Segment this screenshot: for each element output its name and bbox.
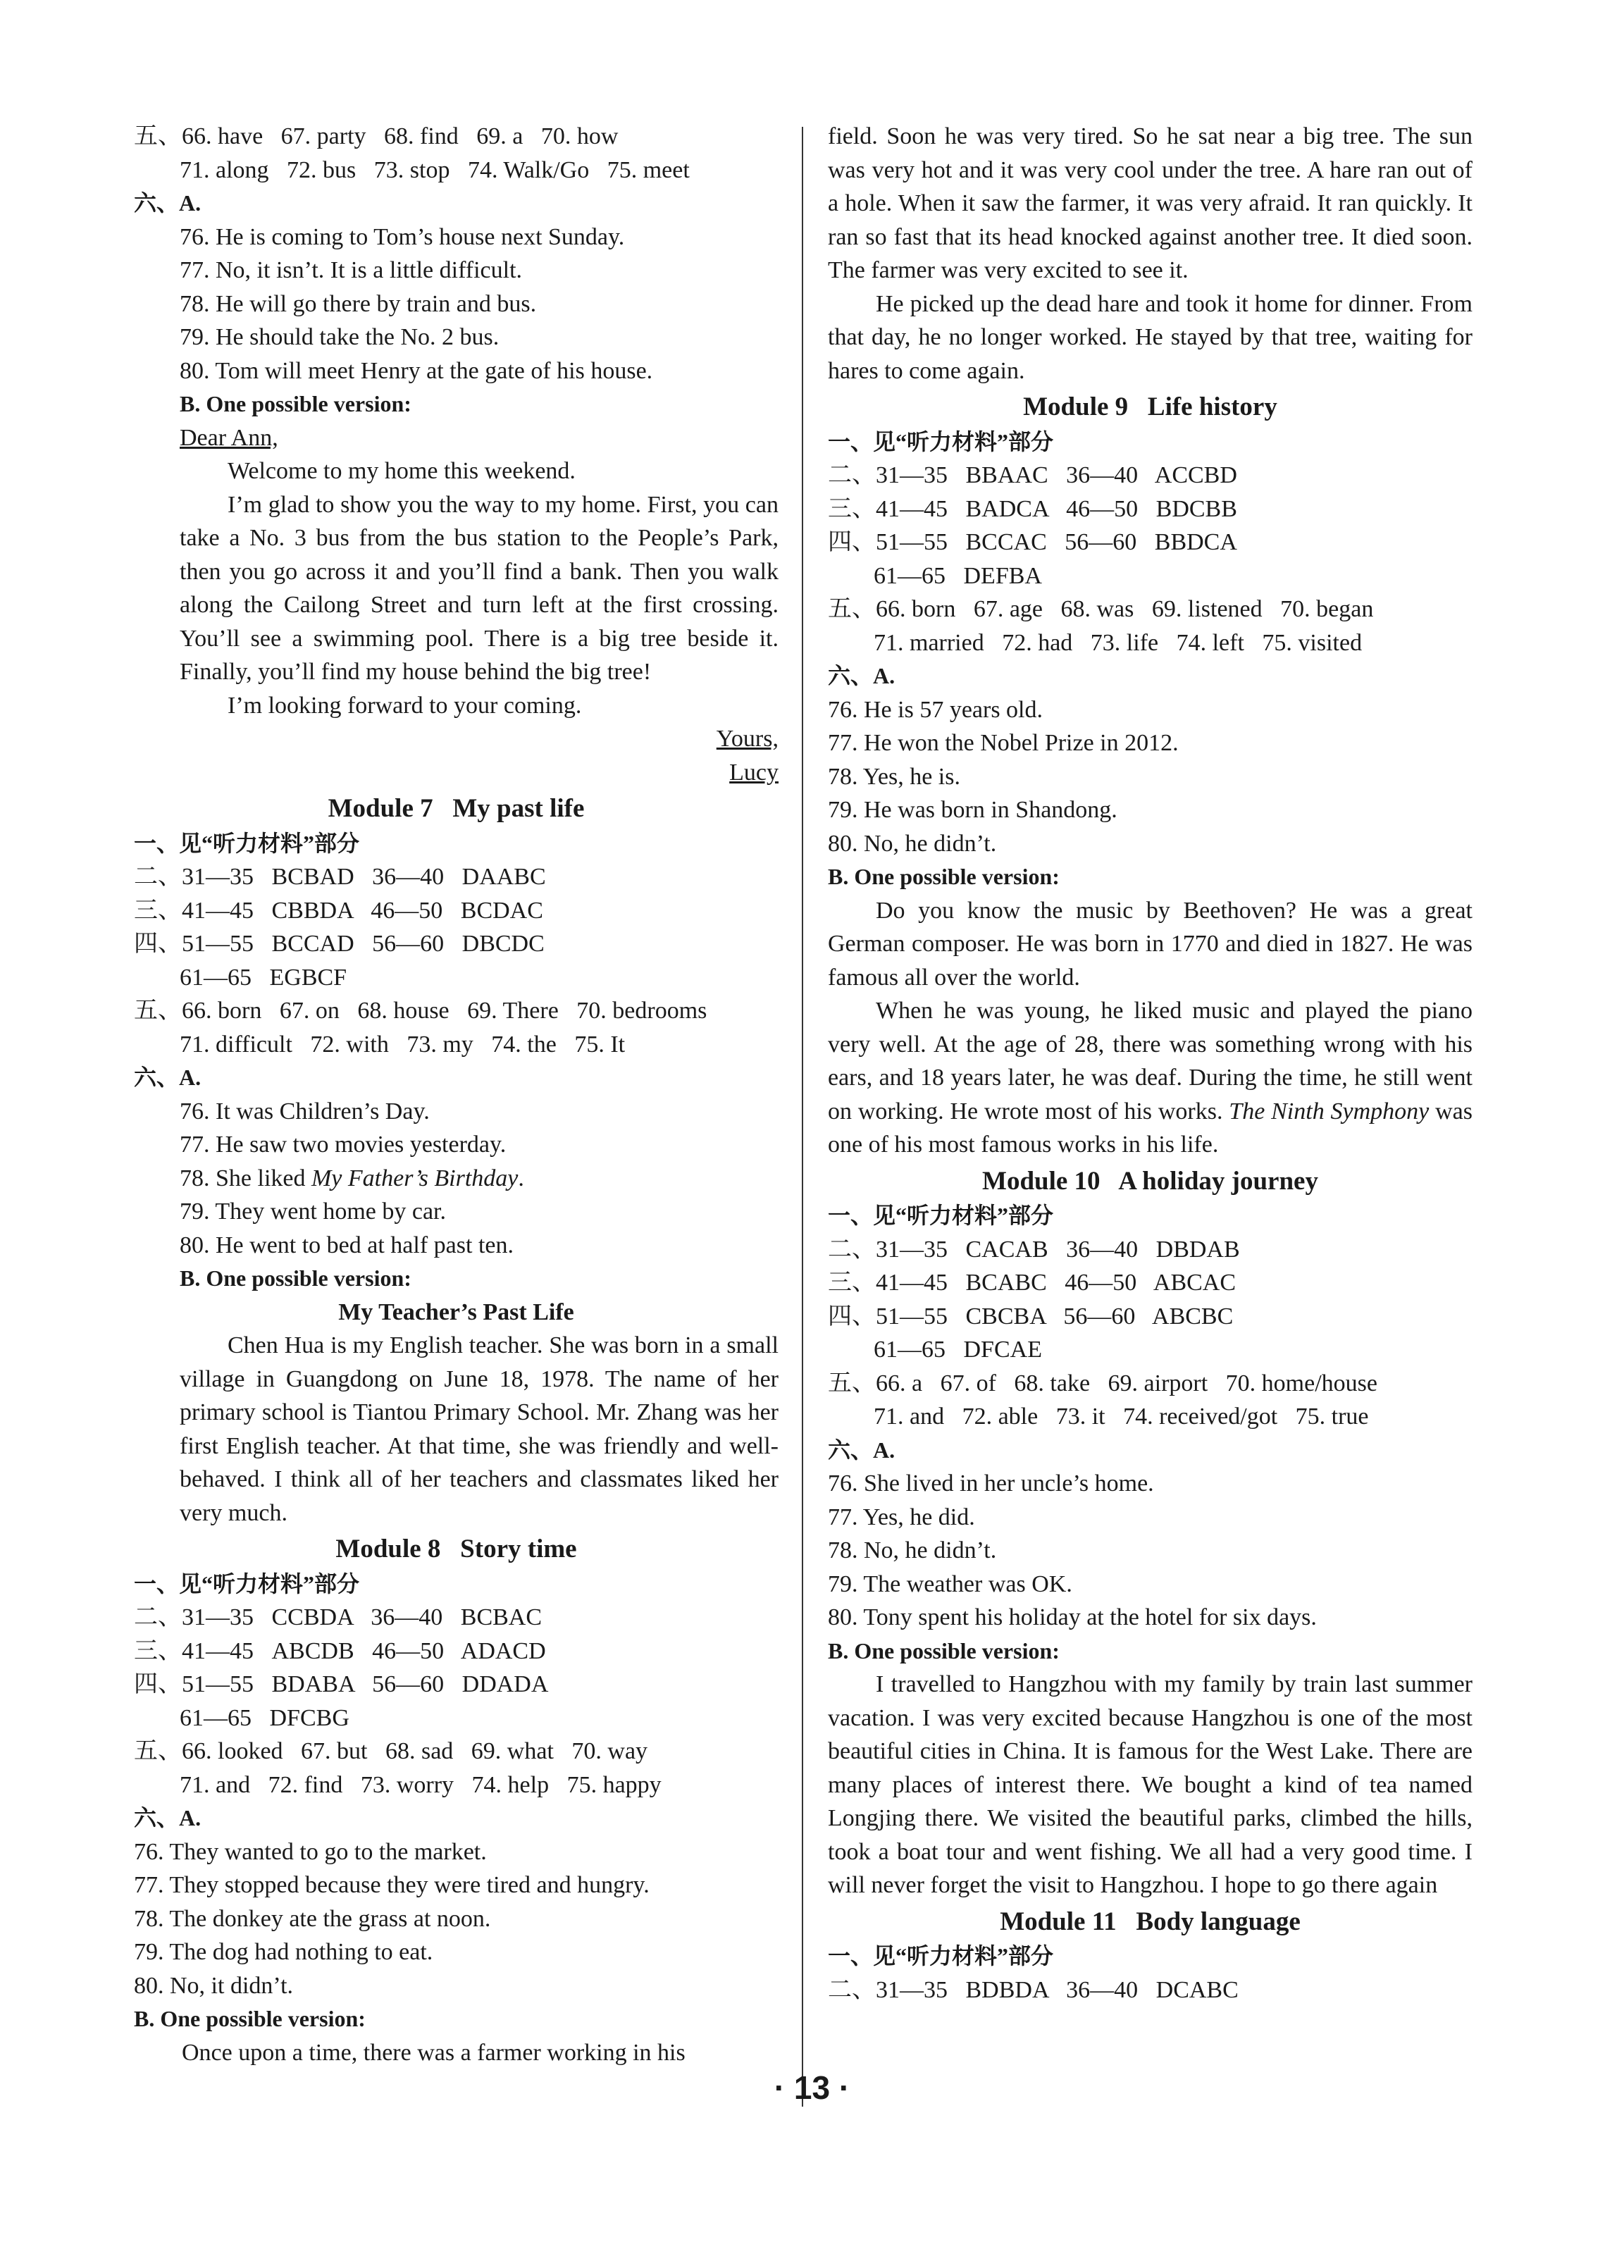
essay-paragraph: He picked up the dead hare and took it home for dinner. From that day, he no longer worked. He stayed by that tree, waiting for hares to come again.: [828, 290, 1473, 384]
answer-line: 80. He went to bed at half past ten.: [180, 1232, 514, 1258]
answer-line: 79. The dog had nothing to eat.: [134, 1939, 433, 1965]
answer-line: 61—65 EGBCF: [180, 964, 347, 991]
section-label: 一、见“听力材料”部分: [828, 1943, 1054, 1969]
answer-line: 四、51—55 BCCAC 56—60 BBDCA: [828, 529, 1237, 555]
answer-line: 五、66. born 67. on 68. house 69. There 70. bedrooms: [134, 998, 707, 1024]
module-title: Module 9 Life history: [1023, 392, 1277, 421]
answer-line: 76. It was Children’s Day.: [180, 1098, 430, 1124]
essay-paragraph: Chen Hua is my English teacher. She was born in a small village in Guangdong on June 18, 1978. The name of her primary school is Tiantou Primary School. Mr. Zhang was her first English teacher. At that time, she was friendly and well-behaved. I think all of her teachers and classmates liked her very much.: [180, 1332, 779, 1526]
answer-line: 71. married 72. had 73. life 74. left 75. visited: [874, 629, 1363, 656]
right-column: [828, 120, 1473, 2007]
letter-signature: Lucy: [729, 759, 779, 786]
answer-line: 三、41—45 ABCDB 46—50 ADACD: [134, 1637, 546, 1664]
answer-line: 78. He will go there by train and bus.: [180, 290, 537, 317]
answer-line: 78. The donkey ate the grass at noon.: [134, 1905, 491, 1932]
answer-line: 79. He should take the No. 2 bus.: [180, 324, 500, 350]
answer-line: 三、41—45 BCABC 46—50 ABCAC: [828, 1270, 1236, 1296]
answer-line: 61—65 DFCAE: [874, 1337, 1042, 1363]
essay-paragraph: I travelled to Hangzhou with my family by train last summer vacation. I was very excited because Hangzhou is one of the most beautiful cities in China. It is famous for the West Lake. There are many places of interest there. We bought a kind of tea named Longjing there. We visited the beautiful parks, climbed the hills, took a boat tour and went fishing. We all had a very good time. I will never forget the visit to Hangzhou. I hope to go there again: [828, 1671, 1473, 1898]
essay-paragraph: I’m glad to show you the way to my home. First, you can take a No. 3 bus from the bus station to the People’s Park, then you go across it and you’ll find a bank. Then you walk along the Cailong Street and turn left at the first crossing. You’ll see a swimming pool. There is a big tree beside it. Finally, you’ll find my house behind the big tree!: [180, 491, 779, 685]
section-label: 一、见“听力材料”部分: [134, 1570, 360, 1597]
module-title: Module 10 A holiday journey: [982, 1166, 1318, 1196]
letter-signoff: Yours,: [716, 726, 779, 752]
essay-paragraph: Once upon a time, there was a farmer working in his: [182, 2039, 686, 2066]
answer-line: 71. and 72. find 73. worry 74. help 75. happy: [180, 1771, 662, 1798]
answer-line: 76. She lived in her uncle’s home.: [828, 1470, 1154, 1496]
answer-line: 76. He is coming to Tom’s house next Sunday.: [180, 223, 625, 250]
answer-line: 80. No, he didn’t.: [828, 830, 997, 857]
essay-paragraph: Do you know the music by Beethoven? He was a great German composer. He was born in 1770 and died in 1827. He was famous all over the world.: [828, 897, 1473, 991]
section-label: 一、见“听力材料”部分: [134, 830, 360, 856]
answer-line: 四、51—55 BCCAD 56—60 DBCDC: [134, 931, 545, 957]
module-title: Module 7 My past life: [328, 794, 585, 823]
answer-line: 五、66. have 67. party 68. find 69. a 70. how: [134, 123, 619, 149]
answer-line: 71. along 72. bus 73. stop 74. Walk/Go 75. meet: [180, 156, 690, 183]
section-label: 六、A.: [828, 1437, 895, 1463]
answer-line: 二、31—35 BBAAC 36—40 ACCBD: [828, 462, 1237, 488]
section-label: 六、A.: [828, 663, 895, 688]
answer-line: 76. They wanted to go to the market.: [134, 1838, 487, 1865]
answer-line: 76. He is 57 years old.: [828, 696, 1043, 723]
answer-line: 78. She liked My Father’s Birthday.: [180, 1165, 524, 1191]
page-number: · 13 ·: [774, 2069, 850, 2106]
module-title: Module 8 Story time: [335, 1535, 577, 1563]
answer-line: 77. No, it isn’t. It is a little difficult.: [180, 257, 523, 283]
answer-line: 三、41—45 CBBDA 46—50 BCDAC: [134, 897, 543, 924]
section-label: 一、见“听力材料”部分: [828, 1203, 1054, 1228]
section-label: 一、见“听力材料”部分: [828, 428, 1054, 454]
answer-line: 五、66. a 67. of 68. take 69. airport 70. home/house: [828, 1370, 1377, 1396]
answer-line: 二、31—35 CCBDA 36—40 BCBAC: [134, 1604, 543, 1630]
answer-line: 78. Yes, he is.: [828, 763, 960, 790]
answer-line: 77. Yes, he did.: [828, 1504, 975, 1530]
answer-line: 四、51—55 CBCBA 56—60 ABCBC: [828, 1303, 1234, 1330]
answer-line: 80. Tony spent his holiday at the hotel for six days.: [828, 1604, 1317, 1630]
answer-line: 71. and 72. able 73. it 74. received/got 75. true: [874, 1403, 1369, 1430]
answer-line: 61—65 DFCBG: [180, 1704, 349, 1731]
answer-line: 五、66. born 67. age 68. was 69. listened 70. began: [828, 596, 1374, 622]
essay-paragraph: I’m looking forward to your coming.: [228, 692, 582, 719]
answer-line: 二、31—35 BDBDA 36—40 DCABC: [828, 1976, 1239, 2003]
letter-greeting: Dear Ann,: [180, 424, 278, 451]
essay-title: My Teacher’s Past Life: [338, 1299, 574, 1325]
answer-line: 78. No, he didn’t.: [828, 1537, 997, 1563]
section-label: B. One possible version:: [180, 391, 411, 416]
answer-line: 79. They went home by car.: [180, 1198, 447, 1225]
answer-line: 四、51—55 BDABA 56—60 DDADA: [134, 1671, 549, 1697]
section-label: B. One possible version:: [134, 2006, 366, 2031]
left-column: [134, 120, 779, 2069]
answer-line: 79. He was born in Shandong.: [828, 797, 1117, 823]
answer-line: 71. difficult 72. with 73. my 74. the 75. It: [180, 1031, 626, 1058]
section-label: 六、A.: [134, 1065, 202, 1090]
module-title: Module 11 Body language: [1000, 1907, 1301, 1936]
answer-line: 79. The weather was OK.: [828, 1570, 1072, 1597]
section-label: 六、A.: [134, 190, 202, 216]
answer-line: 61—65 DEFBA: [874, 562, 1042, 589]
essay-paragraph: Welcome to my home this weekend.: [228, 458, 576, 484]
answer-line: 77. He won the Nobel Prize in 2012.: [828, 730, 1179, 756]
section-label: B. One possible version:: [180, 1265, 411, 1291]
section-label: 六、A.: [134, 1805, 202, 1830]
section-label: B. One possible version:: [828, 1637, 1060, 1663]
answer-line: 77. He saw two movies yesterday.: [180, 1132, 507, 1158]
answer-line: 77. They stopped because they were tired and hungry.: [134, 1872, 650, 1898]
section-label: B. One possible version:: [828, 864, 1060, 889]
column-divider: [802, 127, 803, 2107]
answer-line: 二、31—35 CACAB 36—40 DBDAB: [828, 1236, 1240, 1263]
answer-line: 三、41—45 BADCA 46—50 BDCBB: [828, 495, 1237, 522]
answer-line: 80. No, it didn’t.: [134, 1972, 294, 1999]
essay-paragraph: field. Soon he was very tired. So he sat near a big tree. The sun was very hot and it was very cool under the tree. A hare ran out of a hole. When it saw the farmer, it was very afraid. It ran quickly. It ran so fast that its head knocked against another tree. It died soon. The farmer was very excited to see it.: [828, 123, 1473, 283]
answer-line: 五、66. looked 67. but 68. sad 69. what 70. way: [134, 1738, 648, 1764]
answer-line: 二、31—35 BCBAD 36—40 DAABC: [134, 864, 546, 890]
answer-line: 80. Tom will meet Henry at the gate of his house.: [180, 357, 653, 384]
essay-paragraph: When he was young, he liked music and played the piano very well. At the age of 28, there was something wrong with his ears, and 18 years later, he was deaf. During the time, he still went on working. He wrote most of his works. The Ninth Symphony was one of his most famous works in his life.: [828, 998, 1473, 1158]
